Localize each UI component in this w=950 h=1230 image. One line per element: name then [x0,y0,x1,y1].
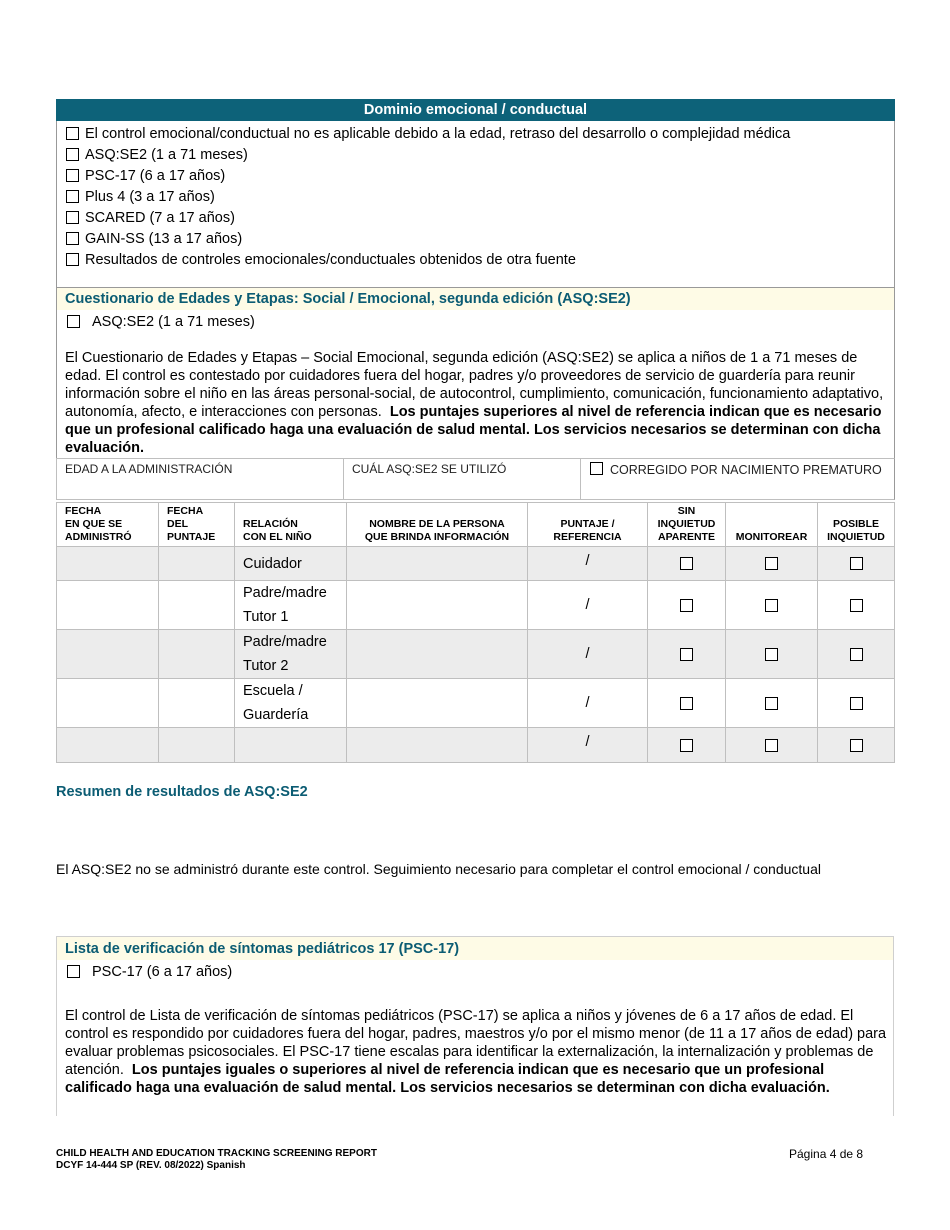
header-label: FECHA DEL PUNTAJE [167,505,216,543]
psc-section-body [56,960,894,1116]
header-label: POSIBLE INQUIETUD [827,518,885,543]
option-label: El control emocional/conductual no es aplicable debido a la edad, retraso del desarrollo o complejidad médica [85,126,791,142]
score-separator: / [585,695,590,711]
table-row [57,728,895,763]
table-row [57,547,895,581]
informant-name-cell[interactable] [347,547,528,581]
monitor-cell [726,547,818,581]
no-concern-cell [648,679,726,728]
footer-report-title: CHILD HEALTH AND EDUCATION TRACKING SCREENING REPORT [56,1148,377,1159]
age-at-administration-field[interactable] [57,459,344,499]
option-gain-ss[interactable] [66,229,242,249]
monitor-checkbox[interactable] [765,599,778,612]
footer-form-info [56,1148,377,1172]
score-separator: / [585,553,590,569]
score-cell[interactable] [528,581,648,630]
date-administered-cell[interactable] [57,581,159,630]
monitor-cell [726,630,818,679]
relation-label: Cuidador [243,555,302,572]
score-separator: / [585,734,590,750]
possible-concern-checkbox[interactable] [850,648,863,661]
score-cell[interactable] [528,679,648,728]
informant-name-cell[interactable] [347,679,528,728]
asq-description-text: El Cuestionario de Edades y Etapas – Social Emocional, segunda edición (ASQ:SE2) se aplica a niños de 1 a 71 meses de edad. El control es contestado por cuidadores fuera del hogar, padres y/o proveedores de servicio de guardería para reunir información sobre el niño en las áreas personal-social, de autocontrol, cumplimiento, comunicación, funcionamiento adaptativo, autonomía, afecto, e interacciones con personas. [65,350,884,420]
no-concern-cell [648,547,726,581]
possible-concern-cell [818,728,895,763]
no-concern-checkbox[interactable] [680,697,693,710]
monitor-checkbox[interactable] [765,648,778,661]
relation-cell [235,547,347,581]
no-concern-checkbox[interactable] [680,648,693,661]
date-scored-cell[interactable] [159,728,235,763]
option-label: Resultados de controles emocionales/conductuales obtenidos de otra fuente [85,252,576,268]
asq-not-administered-note: El ASQ:SE2 no se administró durante este control. Seguimiento necesario para completar el control emocional / conductual [56,861,821,877]
option-psc-17[interactable] [66,166,225,186]
checkbox[interactable] [66,232,79,245]
psc-description [65,1007,891,1097]
score-separator: / [585,646,590,662]
relation-cell [235,581,347,630]
col-header-monitor [726,503,818,547]
checkbox[interactable] [590,462,603,475]
monitor-checkbox[interactable] [765,697,778,710]
asq-results-table [56,502,895,763]
col-header-informant-name [347,503,528,547]
date-administered-cell[interactable] [57,728,159,763]
option-label: ASQ:SE2 (1 a 71 meses) [85,147,248,163]
no-concern-checkbox[interactable] [680,557,693,570]
informant-name-cell[interactable] [347,728,528,763]
table-header-row [57,503,895,547]
header-label: MONITOREAR [735,531,808,543]
asq-description [65,349,891,457]
checkbox[interactable] [66,148,79,161]
psc-checkbox-option[interactable] [67,962,232,982]
header-label: FECHA EN QUE SE ADMINISTRÓ [65,505,132,543]
checkbox[interactable] [66,169,79,182]
table-row [57,679,895,728]
corrected-premature-field[interactable] [581,459,894,499]
possible-concern-checkbox[interactable] [850,557,863,570]
asq-section-title: Cuestionario de Edades y Etapas: Social / Emocional, segunda edición (ASQ:SE2) [56,287,895,310]
table-row [57,581,895,630]
option-label: Plus 4 (3 a 17 años) [85,189,215,205]
monitor-cell [726,728,818,763]
field-label: CUÁL ASQ:SE2 SE UTILIZÓ [352,462,507,476]
monitor-cell [726,679,818,728]
possible-concern-cell [818,630,895,679]
asq-description-bold: Los puntajes superiores al nivel de referencia indican que es necesario que un profesional calificado haga una evaluación de salud mental. Los servicios necesarios se determinan con dicha evaluación. [65,404,882,456]
relation-label: Escuela / Guardería [243,683,309,723]
option-not-applicable[interactable] [66,124,790,144]
monitor-cell [726,581,818,630]
checkbox[interactable] [66,253,79,266]
monitor-checkbox[interactable] [765,739,778,752]
date-scored-cell[interactable] [159,547,235,581]
option-label: GAIN-SS (13 a 17 años) [85,231,243,247]
no-concern-checkbox[interactable] [680,739,693,752]
checkbox[interactable] [66,190,79,203]
psc-description-text: El control de Lista de verificación de síntomas pediátricos (PSC-17) se aplica a niños y jóvenes de 6 a 17 años de edad. El control es respondido por cuidadores fuera del hogar, padres, maestros y/o por el mismo menor (de 11 a 17 años de edad) para evaluar problemas psicosociales. El PSC-17 tiene escalas para identificar la externalización, la internalización y problemas de atención. [65,1008,887,1078]
checkbox[interactable] [67,315,80,328]
no-concern-checkbox[interactable] [680,599,693,612]
date-administered-cell[interactable] [57,630,159,679]
col-header-score [528,503,648,547]
table-row [57,630,895,679]
date-scored-cell[interactable] [159,630,235,679]
score-cell[interactable] [528,728,648,763]
relation-label: Padre/madre Tutor 2 [243,634,327,674]
option-plus-4[interactable] [66,187,215,207]
page-number: Página 4 de 8 [789,1147,864,1161]
date-administered-cell[interactable] [57,679,159,728]
asq-fields-row [56,458,895,500]
col-header-no-concern [648,503,726,547]
checkbox[interactable] [67,965,80,978]
screening-options-section [56,121,895,287]
col-header-relation [235,503,347,547]
option-other-source[interactable] [66,250,576,270]
no-concern-cell [648,630,726,679]
header-label: RELACIÓN CON EL NIÑO [243,518,312,543]
option-label: ASQ:SE2 (1 a 71 meses) [92,314,255,330]
checkbox[interactable] [66,211,79,224]
no-concern-cell [648,728,726,763]
possible-concern-checkbox[interactable] [850,739,863,752]
field-label: EDAD A LA ADMINISTRACIÓN [65,462,233,476]
option-label: SCARED (7 a 17 años) [85,210,235,226]
psc-description-bold: Los puntajes iguales o superiores al nivel de referencia indican que es necesario que un profesional calificado haga una evaluación de salud mental. Los servicios necesarios se determinan con dicha evaluación. [65,1062,830,1096]
col-header-possible-concern [818,503,895,547]
col-header-date-scored [159,503,235,547]
score-cell[interactable] [528,547,648,581]
informant-name-cell[interactable] [347,630,528,679]
domain-header: Dominio emocional / conductual [56,99,895,121]
option-asq-se2[interactable] [66,145,248,165]
psc-section-title: Lista de verificación de síntomas pediátricos 17 (PSC-17) [56,936,894,960]
possible-concern-cell [818,581,895,630]
asq-summary-title: Resumen de resultados de ASQ:SE2 [56,784,308,800]
asq-section-body [56,310,895,458]
col-header-date-administered [57,503,159,547]
possible-concern-cell [818,547,895,581]
date-scored-cell[interactable] [159,679,235,728]
possible-concern-checkbox[interactable] [850,599,863,612]
monitor-checkbox[interactable] [765,557,778,570]
relation-label: Padre/madre Tutor 1 [243,585,327,625]
option-label: PSC-17 (6 a 17 años) [92,964,233,980]
field-label: CORREGIDO POR NACIMIENTO PREMATURO [610,463,882,477]
informant-name-cell[interactable] [347,581,528,630]
relation-cell [235,679,347,728]
which-asq-used-field[interactable] [344,459,581,499]
footer-form-number: DCYF 14-444 SP (REV. 08/2022) Spanish [56,1160,246,1171]
asq-checkbox-option[interactable] [67,312,255,332]
score-cell[interactable] [528,630,648,679]
relation-cell[interactable] [235,728,347,763]
relation-cell [235,630,347,679]
score-separator: / [585,597,590,613]
date-administered-cell[interactable] [57,547,159,581]
no-concern-cell [648,581,726,630]
option-label: PSC-17 (6 a 17 años) [85,168,226,184]
header-label: NOMBRE DE LA PERSONA QUE BRINDA INFORMACIÓN [364,518,510,543]
possible-concern-cell [818,679,895,728]
possible-concern-checkbox[interactable] [850,697,863,710]
header-label: PUNTAJE / REFERENCIA [553,518,622,543]
date-scored-cell[interactable] [159,581,235,630]
checkbox[interactable] [66,127,79,140]
header-label: SIN INQUIETUD APARENTE [657,505,716,543]
option-scared[interactable] [66,208,235,228]
